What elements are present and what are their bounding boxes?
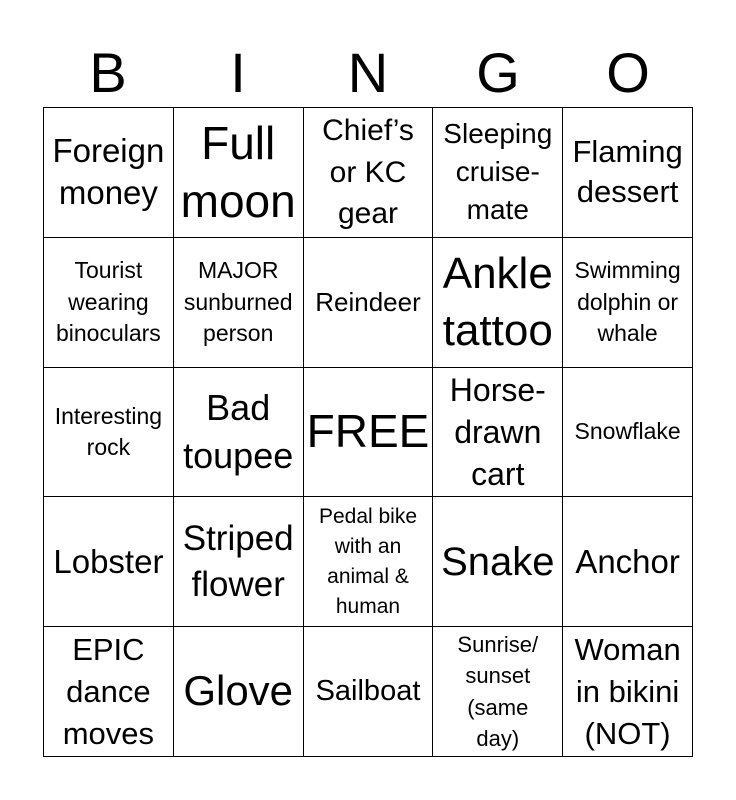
cell-text: Sleeping cruise- mate [443, 118, 553, 226]
bingo-cell[interactable] [433, 368, 563, 498]
bingo-cell[interactable] [174, 238, 304, 368]
cell-text: FREE [306, 405, 430, 458]
bingo-cell[interactable] [563, 368, 693, 498]
bingo-cell[interactable] [44, 627, 174, 757]
cell-text: Snake [441, 539, 555, 584]
cell-text: Sunrise/ sunset (same day) [457, 632, 539, 751]
cell-text: EPIC dance moves [62, 631, 155, 751]
cell-text: Full moon [180, 116, 296, 228]
cell-text: MAJOR sunburned person [183, 257, 293, 346]
bingo-cell[interactable] [433, 497, 563, 627]
bingo-cell[interactable] [433, 627, 563, 757]
header-letter-i: I [230, 41, 246, 104]
bingo-cell[interactable] [174, 627, 304, 757]
cell-text: Woman in bikini (NOT) [574, 631, 681, 751]
cell-text: Bad toupee [183, 387, 294, 476]
bingo-cell[interactable] [433, 238, 563, 368]
bingo-cell[interactable] [304, 108, 434, 238]
bingo-header [43, 40, 693, 106]
header-letter-g: G [476, 41, 520, 104]
cell-text: Flaming dessert [572, 134, 683, 210]
cell-text: Foreign money [52, 132, 165, 212]
bingo-cell[interactable] [304, 497, 434, 627]
cell-text: Striped flower [182, 519, 294, 604]
bingo-board [43, 107, 693, 757]
header-letter-n: N [347, 41, 389, 104]
bingo-cell[interactable] [304, 627, 434, 757]
bingo-cell[interactable] [304, 368, 434, 498]
bingo-cell[interactable] [433, 108, 563, 238]
cell-text: Chief’s or KC gear [322, 114, 414, 231]
header-letter-o: O [606, 41, 650, 104]
bingo-cell[interactable] [44, 368, 174, 498]
cell-text: Tourist wearing binoculars [55, 257, 161, 346]
cell-text: Glove [183, 667, 294, 715]
cell-text: Interesting rock [54, 402, 163, 460]
bingo-cell[interactable] [563, 108, 693, 238]
bingo-cell[interactable] [563, 497, 693, 627]
bingo-cell[interactable] [44, 497, 174, 627]
cell-text: Snowflake [574, 418, 681, 445]
cell-text: Sailboat [315, 675, 421, 708]
bingo-cell[interactable] [563, 627, 693, 757]
cell-text: Swimming dolphin or whale [574, 257, 681, 346]
bingo-cell[interactable] [174, 368, 304, 498]
cell-text: Lobster [53, 542, 164, 580]
bingo-cell[interactable] [44, 108, 174, 238]
cell-text: Reindeer [315, 286, 421, 317]
cell-text: Horse- drawn cart [449, 371, 546, 493]
header-letter-b: B [89, 41, 127, 104]
bingo-cell[interactable] [174, 108, 304, 238]
cell-text: Ankle tattoo [442, 249, 553, 356]
bingo-cell[interactable] [174, 497, 304, 627]
bingo-cell[interactable] [563, 238, 693, 368]
bingo-cell[interactable] [304, 238, 434, 368]
cell-text: Anchor [575, 542, 680, 580]
cell-text: Pedal bike with an animal & human [318, 505, 418, 618]
bingo-cell[interactable] [44, 238, 174, 368]
